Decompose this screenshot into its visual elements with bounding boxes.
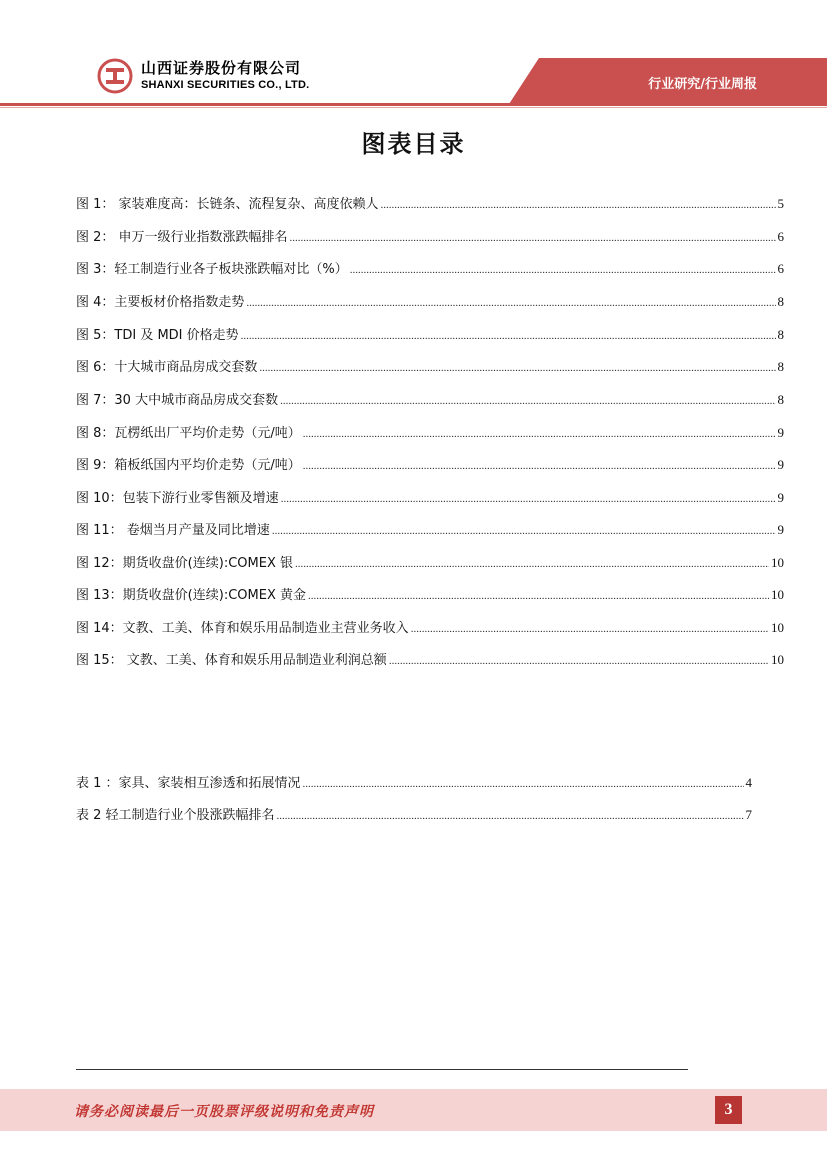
toc-entry-figure[interactable] [76,226,784,244]
toc-entry-label: 图 1： 家装难度高：长链条、流程复杂、高度依赖人 [76,197,379,212]
toc-leader-dots [295,558,769,570]
toc-entry-label: 图 14：文教、工美、体育和娱乐用品制造业主营业务收入 [76,621,409,636]
header-divider-thin [0,107,827,108]
toc-entry-label: 图 15： 文教、工美、体育和娱乐用品制造业利润总额 [76,653,387,668]
toc-entry-label: 图 2： 申万一级行业指数涨跌幅排名 [76,230,288,245]
toc-entry-figure[interactable] [76,291,784,309]
toc-entry-label: 表 1 ：家具、家装相互渗透和拓展情况 [76,776,301,791]
page-title: 图表目录 [361,130,466,158]
toc-entry-page: 9 [777,457,784,472]
toc-entry-figure[interactable] [76,258,784,276]
footer-disclaimer: 请务必阅读最后一页股票评级说明和免责声明 [74,1104,374,1120]
toc-entry-figure[interactable] [76,422,784,440]
toc-entry-page: 10 [771,620,784,635]
page-number: 3 [715,1096,742,1124]
toc-entry-page: 10 [771,555,784,570]
toc-entry-page: 10 [771,587,784,602]
toc-entry-label: 图 3：轻工制造行业各子板块涨跌幅对比（%） [76,262,348,277]
toc-leader-dots [389,655,769,667]
toc-entry-page: 10 [771,652,784,667]
toc-entry-page: 9 [777,425,784,440]
toc-entry-page: 8 [777,327,784,342]
toc-entry-page: 9 [777,490,784,505]
toc-leader-dots [272,525,776,537]
toc-leader-dots [303,460,776,472]
toc-entry-page: 8 [777,294,784,309]
toc-leader-dots [411,623,769,635]
toc-leader-dots [381,199,776,211]
company-logo-icon [97,58,133,94]
toc-entry-label: 图 8：瓦楞纸出厂平均价走势（元/吨） [76,426,301,441]
toc-entry-page: 5 [777,196,784,211]
toc-entry-label: 图 6：十大城市商品房成交套数 [76,360,258,375]
toc-entry-page: 8 [777,392,784,407]
toc-leader-dots [290,232,776,244]
toc-entry-figure[interactable] [76,454,784,472]
toc-entry-figure[interactable] [76,649,784,667]
toc-entry-figure[interactable] [76,552,784,570]
company-name-cn: 山西证券股份有限公司 [141,59,302,77]
header-divider [0,103,827,106]
company-name-en: SHANXI SECURITIES CO., LTD. [141,79,310,91]
toc-leader-dots [259,362,775,374]
toc-leader-dots [350,264,776,276]
toc-entry-figure[interactable] [76,584,784,602]
report-type-label: 行业研究/行业周报 [648,77,757,92]
toc-entry-label: 图 10：包装下游行业零售额及增速 [76,491,279,506]
toc-entry-figure[interactable] [76,519,784,537]
toc-leader-dots [280,395,775,407]
toc-entry-label: 表 2 轻工制造行业个股涨跌幅排名 [76,808,275,823]
company-logo [97,58,309,94]
toc-entry-figure[interactable] [76,389,784,407]
toc-leader-dots [281,493,776,505]
toc-entry-label: 图 11： 卷烟当月产量及同比增速 [76,523,270,538]
toc-entry-label: 图 9：箱板纸国内平均价走势（元/吨） [76,458,301,473]
toc-entry-page: 7 [745,807,752,822]
toc-entry-table[interactable] [76,772,752,790]
toc-entry-label: 图 4：主要板材价格指数走势 [76,295,245,310]
toc-entry-figure[interactable] [76,193,784,211]
toc-entry-label: 图 5：TDI 及 MDI 价格走势 [76,328,239,343]
toc-entry-label: 图 13：期货收盘价(连续):COMEX 黄金 [76,588,306,603]
toc-leader-dots [308,590,769,602]
toc-entry-page: 4 [745,775,752,790]
toc-entry-figure[interactable] [76,487,784,505]
toc-entry-figure[interactable] [76,356,784,374]
toc-entry-page: 9 [777,522,784,537]
page-header [0,0,827,110]
toc-entry-figure[interactable] [76,324,784,342]
toc-entry-page: 6 [777,229,784,244]
toc-leader-dots [241,330,776,342]
toc-entry-figure[interactable] [76,617,784,635]
toc-entry-table[interactable] [76,804,752,822]
toc-entry-page: 6 [777,261,784,276]
toc-leader-dots [277,810,744,822]
toc-entry-label: 图 12：期货收盘价(连续):COMEX 银 [76,556,293,571]
toc-leader-dots [246,297,775,309]
toc-entry-label: 图 7：30 大中城市商品房成交套数 [76,393,279,408]
toc-leader-dots [303,778,744,790]
footer-divider [76,1069,688,1070]
toc-entry-page: 8 [777,359,784,374]
toc-leader-dots [303,428,776,440]
